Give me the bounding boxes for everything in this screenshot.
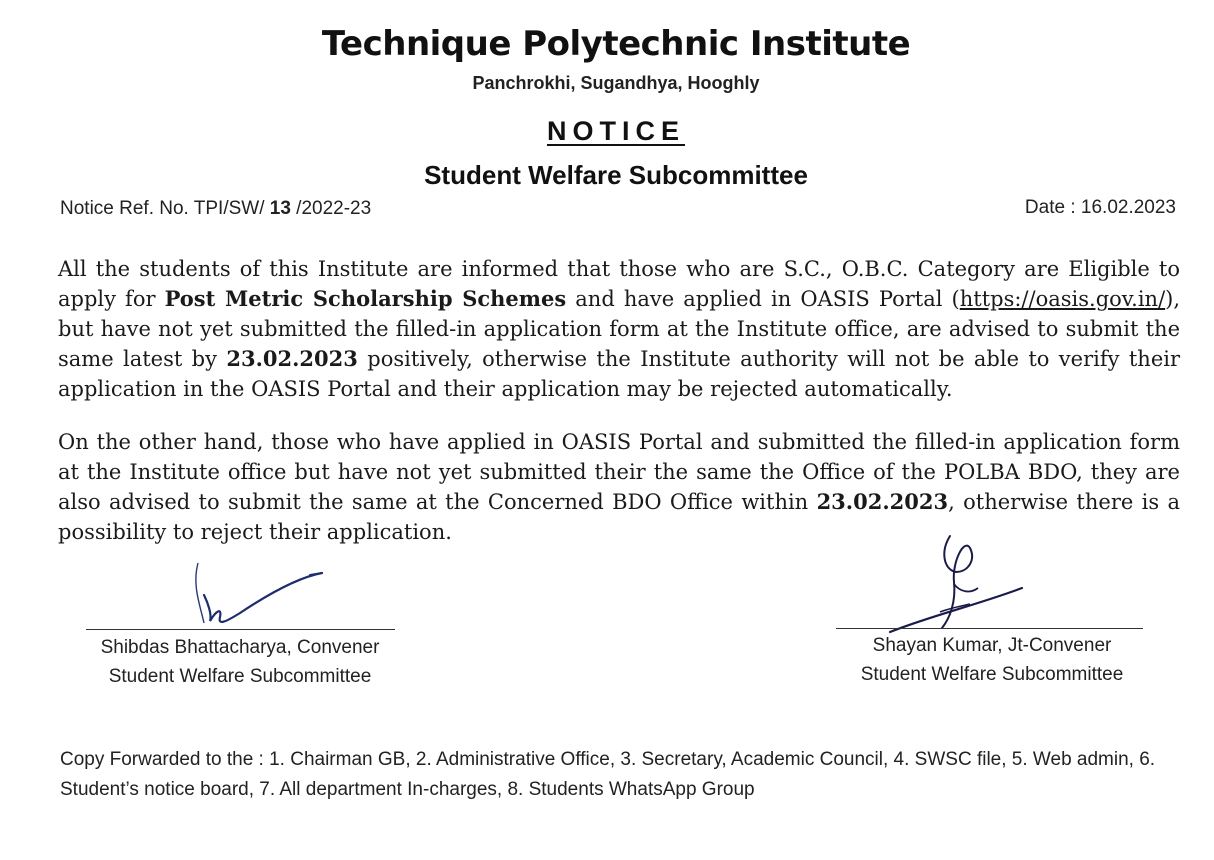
p1-text-c: ), but have not yet submitted the filled-in application form at the Institute office, are advised to submit the same latest by <box>58 287 1181 371</box>
notice-heading: NOTICE <box>546 116 685 146</box>
ref-suffix: /2022-23 <box>290 198 372 219</box>
convener-signature <box>180 555 340 635</box>
committee-heading: Student Welfare Subcommittee <box>424 160 808 190</box>
paragraph-2 <box>58 427 1180 547</box>
oasis-portal-link[interactable]: https://oasis.gov.in/ <box>959 287 1166 311</box>
institute-address: Panchrokhi, Sugandhya, Hooghly <box>472 73 760 93</box>
deadline-date-1: 23.02.2023 <box>226 346 358 371</box>
jt-convener-block <box>832 631 1152 689</box>
date-label: Date : <box>1024 197 1081 218</box>
scheme-name: Post Metric Scholarship Schemes <box>164 286 567 311</box>
deadline-date-2: 23.02.2023 <box>816 489 949 514</box>
jt-convener-name: Shayan Kumar, Jt-Convener <box>872 635 1112 656</box>
copy-forwarded: Copy Forwarded to the : 1. Chairman GB, 2. Administrative Office, 3. Secretary, Academic Council, 4. SWSC file, 5. Web admin, 6. Student’s notice board, 7. All department In-charges, 8. Students WhatsApp Group <box>60 749 1156 800</box>
convener-signature-line <box>86 629 395 630</box>
convener-block <box>80 633 400 691</box>
p2-text-b: , otherwise there is a possibility to reject their application. <box>58 490 1180 544</box>
notice-reference <box>60 198 371 220</box>
ref-number: 13 <box>269 198 291 219</box>
convener-name: Shibdas Bhattacharya, Convener <box>100 637 380 658</box>
p1-text-b: and have applied in OASIS Portal ( <box>566 287 960 311</box>
p1-text-d: positively, otherwise the Institute authority will not be able to verify their application in the OASIS Portal and their application may be rejected automatically. <box>58 347 1180 401</box>
paragraph-1 <box>58 254 1180 404</box>
jt-convener-signature <box>880 532 1040 642</box>
institute-name: Technique Polytechnic Institute <box>321 24 911 64</box>
convener-committee: Student Welfare Subcommittee <box>108 666 372 687</box>
p2-text-a: On the other hand, those who have applied in OASIS Portal and submitted the filled-in application form at the Institute office but have not yet submitted their the same the Office of the POLBA BDO, they are also advised to submit the same at the Concerned BDO Office within <box>58 430 1180 514</box>
p1-text-a: All the students of this Institute are informed that those who are S.C., O.B.C. Category are Eligible to apply for <box>58 257 1180 311</box>
ref-prefix: Notice Ref. No. TPI/SW/ <box>60 198 270 219</box>
jt-convener-signature-line <box>836 628 1143 629</box>
jt-convener-committee: Student Welfare Subcommittee <box>860 664 1124 685</box>
notice-date <box>1025 197 1176 219</box>
date-value: 16.02.2023 <box>1080 197 1176 218</box>
